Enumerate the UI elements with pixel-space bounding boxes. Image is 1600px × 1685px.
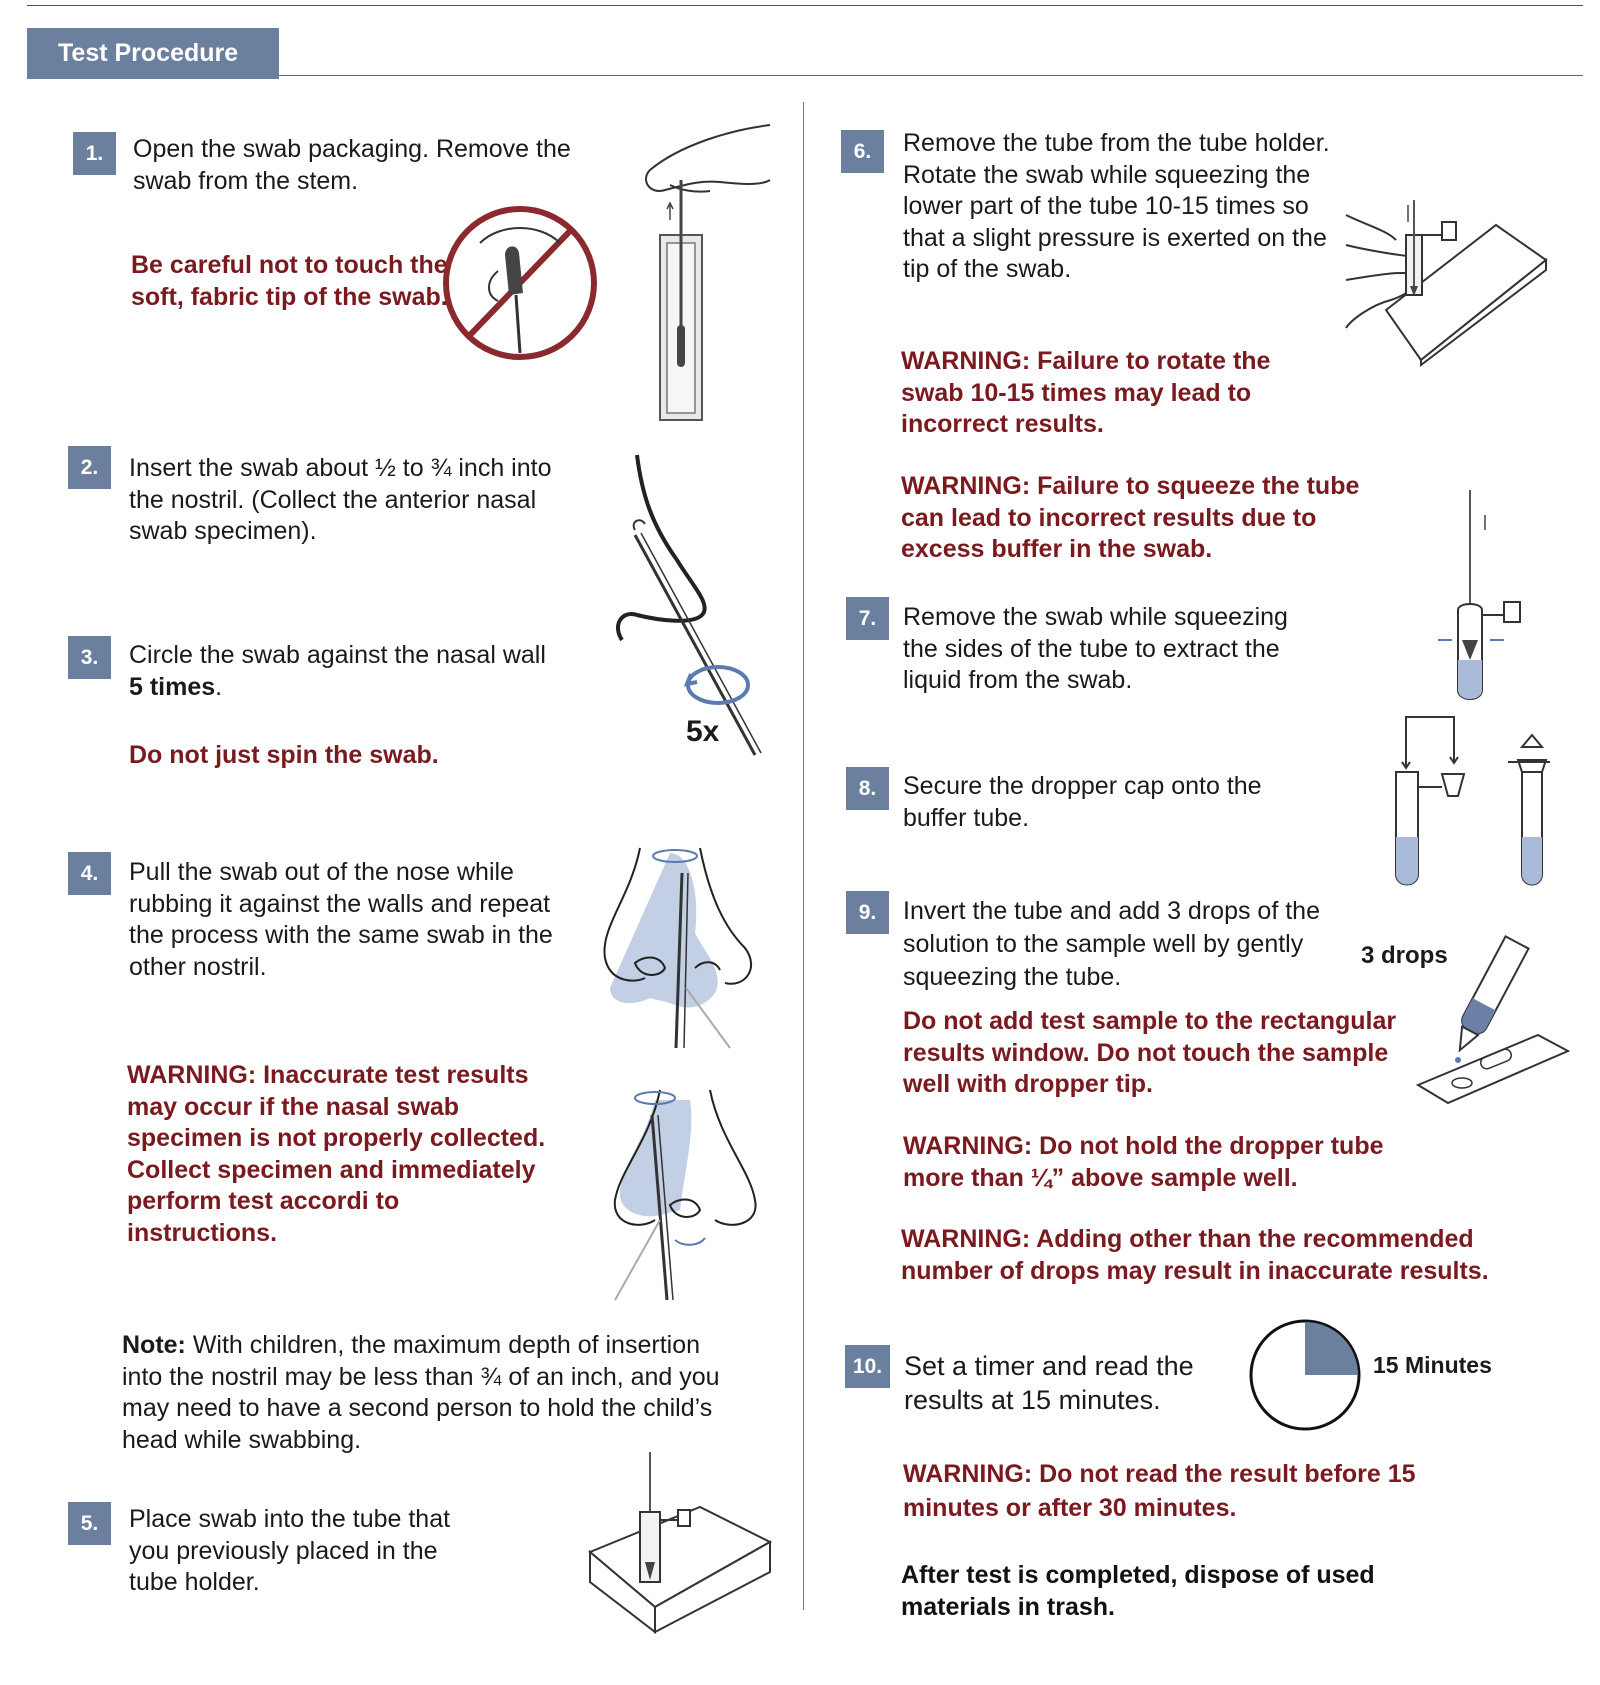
header-rule (279, 75, 1583, 76)
disposal-instruction: After test is completed, dispose of used materials in trash. (901, 1561, 1375, 1621)
fifteen-minutes-label: 15 Minutes (1373, 1352, 1492, 1378)
step-8-number: 8. (846, 767, 889, 810)
timer-elapsed-wedge (1305, 1322, 1358, 1375)
top-rule (27, 5, 1583, 6)
section-header: Test Procedure (27, 28, 279, 79)
step-8-text: Secure the dropper cap onto the buffer tube. (903, 772, 1262, 832)
step-9-text: Invert the tube and add 3 drops of the solution to the sample well by gently squeezing the tube. (903, 897, 1320, 991)
step-7-number: 7. (846, 597, 889, 640)
step-6-text: Remove the tube from the tube holder. Rotate the swab while squeezing the lower part of the tube 10-15 times so that a slight pressure is exerted on the tip of the swab. (903, 129, 1330, 283)
step-3-text (129, 640, 579, 703)
step-10-number: 10. (845, 1345, 890, 1388)
rotate-swab-illustration (1346, 200, 1546, 365)
nose-swab-illustration-2 (600, 1090, 770, 1305)
no-touch-icon (440, 203, 600, 363)
step-1-caution: Be careful not to touch the soft, fabric tip of the swab. (131, 251, 448, 311)
step-5-number: 5. (68, 1502, 111, 1545)
dropper-cap-illustration (1390, 712, 1565, 887)
timer-icon (1248, 1318, 1362, 1432)
step-4-warning: WARNING: Inaccurate test results may occur if the nasal swab specimen is not properly collected. Collect specimen and immediately perform test accordi to instructions. (127, 1061, 546, 1247)
step-3-emphasis: 5 times (129, 672, 216, 701)
step-2-text: Insert the swab about ½ to ¾ inch into the nostril. (Collect the anterior nasal swab specimen). (129, 454, 552, 545)
extract-liquid-illustration (1430, 490, 1540, 700)
step-7-text: Remove the swab while squeezing the sides of the tube to extract the liquid from the swab. (903, 603, 1288, 694)
rotation-arrow-icon (683, 660, 753, 710)
step-4-text: Pull the swab out of the nose while rubbing it against the walls and repeat the process with the same swab in the other nostril. (129, 858, 553, 981)
note-label: Note: (122, 1331, 186, 1359)
step-9-warning-height: WARNING: Do not hold the dropper tube more than ¼” above sample well. (903, 1132, 1384, 1192)
step-1-text: Open the swab packaging. Remove the swab from the stem. (133, 135, 571, 195)
step-1-number: 1. (73, 132, 116, 175)
step-10-text: Set a timer and read the results at 15 minutes. (904, 1351, 1194, 1415)
step-9-warning-drops: WARNING: Adding other than the recommended number of drops may result in inaccurate results. (901, 1225, 1489, 1285)
step-3-number: 3. (68, 636, 111, 679)
step-3-suffix: . (215, 672, 223, 701)
step-5-text: Place swab into the tube that you previously placed in the tube holder. (129, 1505, 451, 1596)
step-9-caution: Do not add test sample to the rectangular results window. Do not touch the sample well with dropper tip. (903, 1007, 1397, 1098)
step-6-warning-rotate: WARNING: Failure to rotate the swab 10-15 times may lead to incorrect results. (901, 347, 1271, 438)
five-times-label: 5x (686, 715, 720, 748)
step-2-number: 2. (68, 446, 111, 489)
note-body: With children, the maximum depth of insertion into the nostril may be less than ¾ of an inch, and you may need to have a second person to hold the child’s head while swabbing. (122, 1331, 720, 1454)
step-6-number: 6. (841, 130, 884, 173)
nose-swab-illustration-1 (600, 848, 770, 1048)
column-divider (803, 102, 804, 1610)
step-10-warning: WARNING: Do not read the result before 15 minutes or after 30 minutes. (903, 1460, 1416, 1522)
tube-holder-illustration (590, 1452, 770, 1632)
note-text (122, 1330, 732, 1456)
step-4-number: 4. (68, 852, 111, 895)
add-drops-illustration (1418, 935, 1568, 1115)
three-drops-label: 3 drops (1361, 942, 1448, 969)
swab-package-illustration (640, 125, 780, 425)
step-6-warning-squeeze: WARNING: Failure to squeeze the tube can lead to incorrect results due to excess buffer in the swab. (901, 472, 1360, 563)
step-9-number: 9. (846, 891, 889, 934)
step-3-caution: Do not just spin the swab. (129, 741, 439, 769)
step-3-text-main: Circle the swab against the nasal wall (129, 641, 546, 669)
